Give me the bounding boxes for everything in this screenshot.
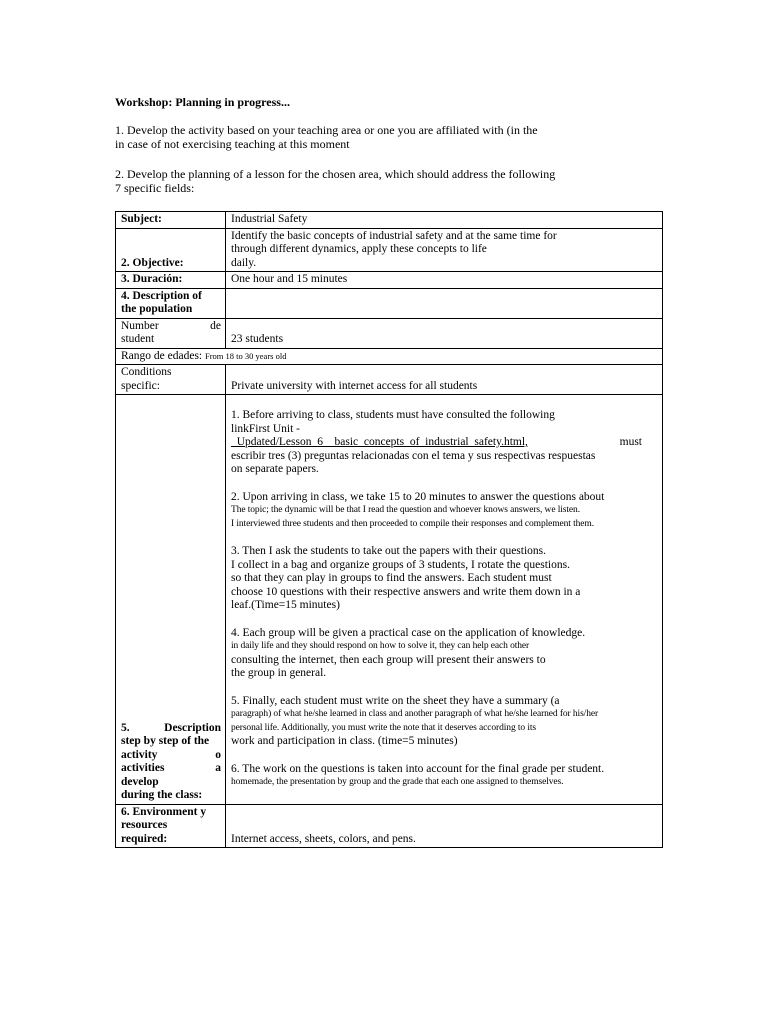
population-label-line: the population: [121, 303, 193, 315]
step-2-line: The topic; the dynamic will be that I read the question and whoever knows answers, we listen.: [231, 505, 580, 515]
spacer: [231, 681, 658, 695]
description-label-line: [121, 762, 221, 776]
description-label-word: 5.: [121, 721, 130, 734]
lesson-link[interactable]: _Updated/Lesson_6__basic_concepts_of_industrial_safety.html,: [231, 436, 528, 448]
population-label: [116, 288, 226, 318]
instruction-1-line-1: 1. Develop the activity based on your teaching area or one you are affiliated with (in the: [115, 123, 538, 137]
row-conditions: [116, 365, 663, 395]
environment-label-line: resources: [121, 819, 168, 831]
population-value: [226, 288, 663, 318]
population-label-line: 4. Description of: [121, 289, 202, 302]
row-subject: [116, 212, 663, 229]
row-environment: [116, 804, 663, 848]
description-label: [116, 395, 226, 805]
environment-label-line: required:: [121, 832, 168, 845]
spacer: [231, 477, 658, 491]
step-4-line: 4. Each group will be given a practical case on the application of knowledge.: [231, 626, 586, 639]
planning-table: [115, 211, 663, 848]
description-label-line: during the class:: [121, 789, 203, 801]
rango-value: From 18 to 30 years old: [205, 350, 287, 361]
step-1-link-line: [231, 436, 658, 450]
instruction-1-line-2: in case of not exercising teaching at this moment: [115, 137, 350, 151]
description-label-line: develop: [121, 775, 159, 788]
objective-label: 2. Objective:: [116, 228, 226, 272]
number-label-word: de: [210, 319, 221, 332]
description-label-line: step by step of the: [121, 735, 210, 747]
objective-line: daily.: [231, 256, 257, 269]
duracion-value: One hour and 15 minutes: [226, 272, 663, 289]
step-3-line: so that they can play in groups to find the answers. Each student must: [231, 572, 552, 584]
step-1-text: must: [619, 436, 642, 448]
step-1-line: linkFirst Unit -: [231, 422, 301, 435]
conditions-value: Private university with internet access for all students: [226, 365, 663, 395]
environment-label: [116, 804, 226, 848]
step-2-line: I interviewed three students and then proceeded to compile their responses and complement them.: [231, 518, 594, 529]
row-description: [116, 395, 663, 805]
step-5-line: paragraph) of what he/she learned in class and another paragraph of what he/she learned for his/her: [231, 709, 599, 719]
step-6-line: homemade, the presentation by group and the grade that each one assigned to themselves.: [231, 777, 564, 787]
spacer: [231, 613, 658, 627]
objective-line: through different dynamics, apply these concepts to life: [231, 243, 487, 255]
step-5-line: 5. Finally, each student must write on the sheet they have a summary (a: [231, 694, 560, 707]
number-label: [116, 318, 226, 348]
step-1-line: escribir tres (3) preguntas relacionadas con el tema y sus respectivas respuestas: [231, 449, 596, 462]
step-5-line: work and participation in class. (time=5 minutes): [231, 735, 458, 747]
conditions-label-line: Conditions: [121, 366, 172, 378]
description-label-word: o: [215, 748, 221, 761]
rango-label: Rango de edades:: [121, 349, 203, 362]
duracion-label: 3. Duración:: [116, 272, 226, 289]
number-label-line: student: [121, 333, 155, 345]
rango-cell: [116, 348, 663, 365]
instruction-2-line-2: 7 specific fields:: [115, 181, 195, 195]
description-value: [226, 395, 663, 805]
conditions-label: [116, 365, 226, 395]
instruction-2-line-1: 2. Develop the planning of a lesson for the chosen area, which should address the following: [115, 167, 556, 181]
subject-value: Industrial Safety: [226, 212, 663, 229]
step-4-line: in daily life and they should respond on how to solve it, they can help each other: [231, 641, 530, 651]
row-population: [116, 288, 663, 318]
step-3-line: choose 10 questions with their respective answers and write them down in a: [231, 585, 581, 598]
spacer: [231, 531, 658, 545]
step-5-line: personal life. Additionally, you must write the note that it deserves according to its: [231, 722, 537, 733]
step-6-line: 6. The work on the questions is taken into account for the final grade per student.: [231, 762, 605, 775]
step-3-line: 3. Then I ask the students to take out the papers with their questions.: [231, 545, 547, 557]
conditions-label-line: specific:: [121, 379, 160, 392]
step-4-line: consulting the internet, then each group will present their answers to: [231, 653, 546, 666]
step-1-line: on separate papers.: [231, 463, 319, 475]
description-label-line: [121, 749, 221, 763]
document-title: Workshop: Planning in progress...: [115, 95, 290, 109]
number-label-word: Number: [121, 319, 159, 332]
objective-value: [226, 228, 663, 272]
row-rango: [116, 348, 663, 365]
number-label-line: [121, 320, 221, 334]
row-number: [116, 318, 663, 348]
row-objective: [116, 228, 663, 272]
environment-label-line: 6. Environment y: [121, 805, 207, 818]
description-label-word: a: [215, 762, 221, 774]
description-label-word: Description: [164, 721, 221, 734]
row-duracion: [116, 272, 663, 289]
environment-value: Internet access, sheets, colors, and pens.: [226, 804, 663, 848]
step-4-line: the group in general.: [231, 667, 327, 679]
description-label-word: activities: [121, 762, 165, 774]
spacer: [231, 749, 658, 763]
description-label-line: [121, 722, 221, 736]
description-label-word: activity: [121, 748, 158, 761]
step-3-line: I collect in a bag and organize groups of 3 students, I rotate the questions.: [231, 558, 570, 571]
step-1-line: 1. Before arriving to class, students must have consulted the following: [231, 409, 555, 421]
objective-line: Identify the basic concepts of industrial safety and at the same time for: [231, 229, 557, 242]
step-2-line: 2. Upon arriving in class, we take 15 to 20 minutes to answer the questions about: [231, 490, 605, 503]
subject-label: Subject:: [116, 212, 226, 229]
number-value: 23 students: [226, 318, 663, 348]
step-3-line: leaf.(Time=15 minutes): [231, 599, 340, 611]
